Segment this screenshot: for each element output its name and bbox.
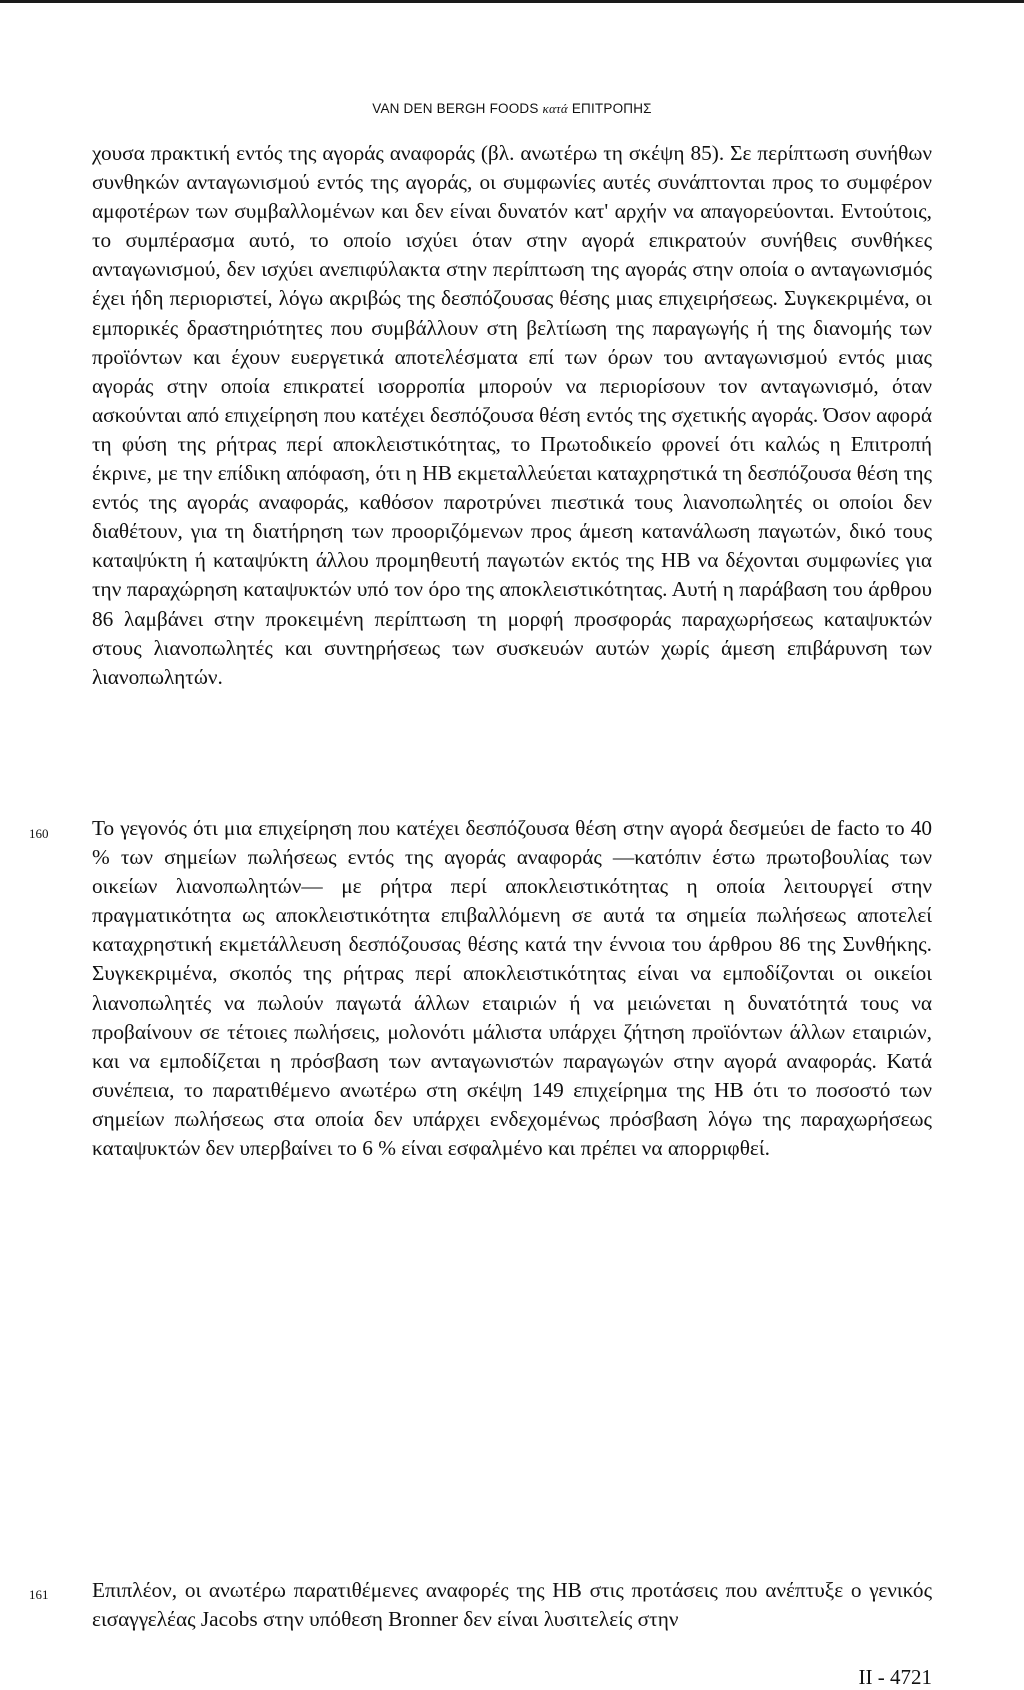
paragraph-160: Το γεγονός ότι μια επιχείρηση που κατέχει δεσπόζουσα θέση στην αγορά δεσμεύει de facto το 40 % των σημείων πωλήσεως εντός της αγοράς αναφοράς —κατόπιν έστω πρωτοβουλίας των οικείων λιανοπωλητών— με ρήτρα περί αποκλειστικότητας η οποία λειτουργεί στην πραγματικότητα ως αποκλειστικότητα επιβαλλόμενη σε αυτά τα σημεία πωλήσεως αποτελεί καταχρηστική εκμετάλλευση δεσπόζουσας θέσης κατά την έννοια του άρθρου 86 της Συνθήκης. Συγκεκριμένα, σκοπός της ρήτρας περί αποκλειστικότητας είναι να εμποδίζονται οι οικείοι λιανοπωλητές να πωλούν παγωτά άλλων εταιριών ή να μειώνεται η δυνατότητά τους να προβαίνουν σε τέτοιες πωλήσεις, μολονότι μάλιστα υπάρχει ζήτηση προϊόντων άλλων εταιριών, και να εμποδίζεται η πρόσβαση των ανταγωνιστών παραγωγών στην αγορά αναφοράς. Κατά συνέπεια, το παρατιθέμενο ανωτέρω στη σκέψη 149 επιχείρημα της ΗΒ ότι το ποσοστό των σημείων πωλήσεως στα οποία δεν υπάρχει ενδεχομένως πρόσβαση λόγω της παραχωρήσεως καταψυκτών δεν υπερβαίνει το 6 % είναι εσφαλμένο και πρέπει να απορριφθεί.: [92, 816, 932, 1161]
paragraph-number-160: 160: [29, 826, 49, 841]
header-party: ΕΠΙΤΡΟΠΗΣ: [571, 101, 652, 116]
paragraph-161: Επιπλέον, οι ανωτέρω παρατιθέμενες αναφορές της ΗΒ στις προτάσεις που ανέπτυξε ο γενικός εισαγγελέας Jacobs στην υπόθεση Bronner δεν είναι λυσιτελείς στην: [92, 1578, 932, 1632]
paragraph-continuation: χουσα πρακτική εντός της αγοράς αναφοράς (βλ. ανωτέρω τη σκέψη 85). Σε περίπτωση συνήθων συνθηκών ανταγωνισμού εντός της αγοράς, οι συμφωνίες αυτές συνάπτονται προς το συμφέρον αμφοτέρων των συμβαλλομένων και δεν είναι δυνατόν κατ' αρχήν να απαγορεύονται. Εντούτοις, το συμπέρασμα αυτό, το οποίο ισχύει όταν στην αγορά επικρατούν συνήθεις συνθήκες ανταγωνισμού, δεν ισχύει ανεπιφύλακτα στην περίπτωση της αγοράς στην οποία ο ανταγωνισμός έχει ήδη περιοριστεί, λόγω ακριβώς της δεσπόζουσας θέσης μιας επιχειρήσεως. Συγκεκριμένα, οι εμπορικές δραστηριότητες που συμβάλλουν στη βελτίωση της παραγωγής ή της διανομής των προϊόντων και έχουν ευεργετικά αποτελέσματα επί των όρων του ανταγωνισμού εντός μιας αγοράς στην οποία επικρατεί ισορροπία μπορούν να περιορίσουν τον ανταγωνισμό, όταν ασκούνται από επιχείρηση που κατέχει δεσπόζουσα θέση εντός της σχετικής αγοράς. Όσον αφορά τη φύση της ρήτρας περί αποκλειστικότητας, το Πρωτοδικείο φρονεί ότι καλώς η Επιτροπή έκρινε, με την επίδικη απόφαση, ότι η ΗΒ εκμεταλλεύεται καταχρηστικά τη δεσπόζουσα θέση της εντός της αγοράς αναφοράς, καθόσον παροτρύνει πιεστικά τους λιανοπωλητές οι οποίοι δεν διαθέτουν, για τη διατήρηση των προοριζόμενων προς άμεση κατανάλωση παγωτών, δικό τους καταψύκτη ή καταψύκτη άλλου προμηθευτή παγωτών εκτός της ΗΒ να δέχονται συμφωνίες για την παραχώρηση καταψυκτών υπό τον όρο της αποκλειστικότητας. Αυτή η παράβαση του άρθρου 86 λαμβάνει στην προκειμένη περίπτωση τη μορφή προσφοράς παραχωρήσεως καταψυκτών στους λιανοπωλητές και συντηρήσεως των συσκευών αυτών χωρίς άμεση επιβάρυνση των λιανοπωλητών.: [92, 141, 932, 689]
running-header: [0, 101, 1024, 117]
header-title: VAN DEN BERGH FOODS: [372, 101, 539, 116]
page-number: II - 4721: [858, 1665, 932, 1689]
paragraph-number-161: 161: [29, 1587, 49, 1602]
top-border-rule: [0, 0, 1024, 3]
header-kata: κατά: [542, 101, 568, 116]
